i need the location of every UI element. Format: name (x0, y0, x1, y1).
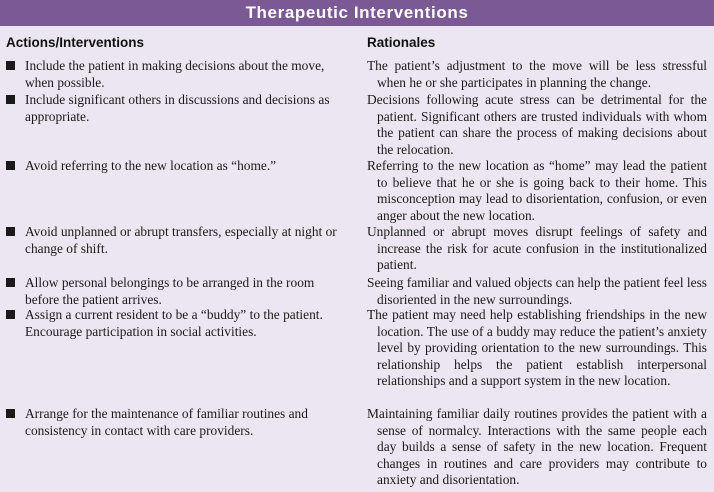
rationale-text: Unplanned or abrupt moves disrupt feelings of safety and increase the risk for acute confusion in the institutionalized patient. (367, 224, 707, 272)
header-actions: Actions/Interventions (6, 35, 145, 50)
rationale-text: Maintaining familiar daily routines provides the patient with a sense of normalcy. Interactions with the same people each day builds a sense of safety in the new location. Frequent changes in routines and care providers may contribute to anxiety and disorientation. (367, 406, 707, 487)
square-bullet-icon (6, 310, 15, 319)
action-text: Avoid unplanned or abrupt transfers, especially at night or change of shift. (25, 224, 337, 256)
rationale-text: Referring to the new location as “home” may lead the patient to believe that he or she is going back to their home. This misconception may lead to disorientation, confusion, or even anger about the new location. (367, 158, 707, 223)
table-row (0, 406, 714, 489)
rationale-cell (367, 58, 707, 92)
rationale-cell (367, 158, 707, 224)
rationale-cell (367, 307, 707, 406)
rationale-text: The patient’s adjustment to the move will be less stressful when he or she participates in planning the change. (367, 58, 707, 90)
square-bullet-icon (6, 227, 15, 236)
action-text: Allow personal belongings to be arranged in the room before the patient arrives. (25, 275, 315, 307)
square-bullet-icon (6, 95, 15, 104)
action-cell (0, 158, 367, 224)
action-cell (0, 224, 367, 275)
action-cell (0, 406, 367, 489)
action-cell (0, 307, 367, 406)
table-row (0, 58, 714, 92)
title-bar (0, 0, 714, 26)
action-text: Arrange for the maintenance of familiar routines and consistency in contact with care providers. (25, 406, 308, 438)
header-rationales: Rationales (367, 35, 436, 50)
square-bullet-icon (6, 161, 15, 170)
square-bullet-icon (6, 61, 15, 70)
action-cell (0, 92, 367, 158)
action-text: Include the patient in making decisions about the move, when possible. (25, 58, 325, 90)
table-row (0, 275, 714, 307)
rationale-cell (367, 92, 707, 158)
table-title: Therapeutic Interventions (245, 3, 469, 22)
table-row (0, 307, 714, 406)
table-row (0, 92, 714, 158)
rationale-text: Seeing familiar and valued objects can help the patient feel less disoriented in the new surroundings. (367, 275, 707, 307)
action-cell (0, 58, 367, 92)
table-row (0, 224, 714, 275)
rationale-text: Decisions following acute stress can be detrimental for the patient. Significant others are trusted individuals with whom the patient can share the process of making decisions about the relocation. (367, 92, 707, 157)
rationale-cell (367, 275, 707, 307)
table-body (0, 58, 714, 489)
square-bullet-icon (6, 278, 15, 287)
table-row (0, 158, 714, 224)
square-bullet-icon (6, 409, 15, 418)
action-text: Include significant others in discussions and decisions as appropriate. (25, 92, 330, 124)
rationale-cell (367, 224, 707, 275)
rationale-text: The patient may need help establishing friendships in the new location. The use of a buddy may reduce the patient’s anxiety level by providing orientation to the new surroundings. This relationship helps the patient establish interpersonal relationships and a support system in the new location. (367, 307, 707, 388)
action-cell (0, 275, 367, 307)
action-text: Assign a current resident to be a “buddy” to the patient. Encourage participation in social activities. (25, 307, 323, 339)
action-text: Avoid referring to the new location as “home.” (25, 158, 277, 173)
rationale-cell (367, 406, 707, 489)
column-headers (0, 26, 714, 50)
